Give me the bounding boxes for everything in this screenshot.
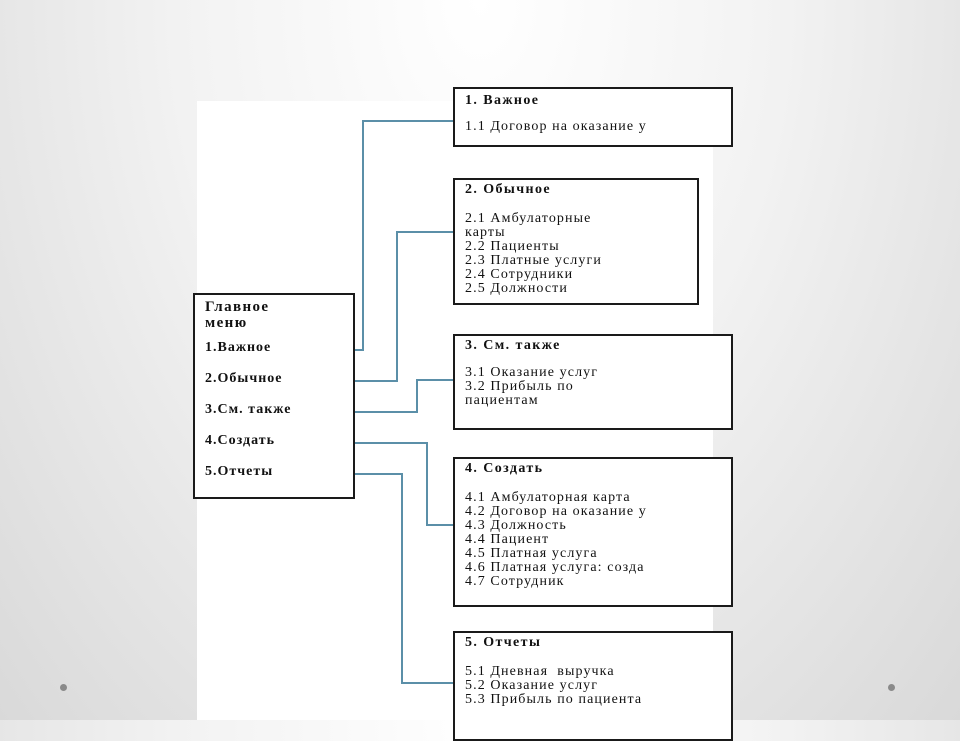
box-create-item: 4.5 Платная услуга <box>465 546 598 561</box>
box-reports-item: 5.2 Оказание услуг <box>465 678 599 693</box>
box-regular-title: 2. Обычное <box>465 182 551 197</box>
box-see-also-item: пациентам <box>465 393 539 408</box>
box-create <box>453 457 733 607</box>
main-menu-item-3: 3.См. также <box>205 402 292 417</box>
box-important-item: 1.1 Договор на оказание у <box>465 119 647 134</box>
main-menu-item-2: 2.Обычное <box>205 371 283 386</box>
slide-bullet-right <box>888 684 895 691</box>
connector-1 <box>355 121 453 350</box>
box-create-item: 4.3 Должность <box>465 518 567 533</box>
box-reports <box>453 631 733 741</box>
connector-5 <box>355 474 453 683</box>
box-reports-title: 5. Отчеты <box>465 635 542 650</box>
box-regular-item: карты <box>465 225 506 240</box>
box-see-also-item: 3.1 Оказание услуг <box>465 365 599 380</box>
box-see-also-title: 3. См. также <box>465 338 561 353</box>
box-see-also <box>453 334 733 430</box>
box-regular-item: 2.5 Должности <box>465 281 568 296</box>
main-menu-item-1: 1.Важное <box>205 340 272 355</box>
box-regular-item: 2.2 Пациенты <box>465 239 560 254</box>
main-menu-title: Главное меню <box>205 299 270 331</box>
box-reports-item: 5.3 Прибыль по пациента <box>465 692 643 707</box>
box-create-item: 4.4 Пациент <box>465 532 550 547</box>
box-important-title: 1. Важное <box>465 93 540 108</box>
box-create-item: 4.2 Договор на оказание у <box>465 504 647 519</box>
connector-2 <box>355 232 453 381</box>
main-menu-box <box>193 293 355 499</box>
box-see-also-item: 3.2 Прибыль по <box>465 379 574 394</box>
box-regular-item: 2.3 Платные услуги <box>465 253 602 268</box>
connector-3 <box>355 380 453 412</box>
main-menu-item-4: 4.Создать <box>205 433 275 448</box>
box-important <box>453 87 733 147</box>
box-create-item: 4.6 Платная услуга: созда <box>465 560 645 575</box>
connector-4 <box>355 443 453 525</box>
box-reports-item: 5.1 Дневная выручка <box>465 664 615 679</box>
slide-bullet-left <box>60 684 67 691</box>
box-regular-item: 2.1 Амбулаторные <box>465 211 592 226</box>
main-menu-item-5: 5.Отчеты <box>205 464 274 479</box>
box-create-title: 4. Создать <box>465 461 544 476</box>
box-regular-item: 2.4 Сотрудники <box>465 267 574 282</box>
box-create-item: 4.7 Сотрудник <box>465 574 565 589</box>
box-create-item: 4.1 Амбулаторная карта <box>465 490 631 505</box>
menu-structure-diagram <box>197 93 713 720</box>
box-regular <box>453 178 699 305</box>
